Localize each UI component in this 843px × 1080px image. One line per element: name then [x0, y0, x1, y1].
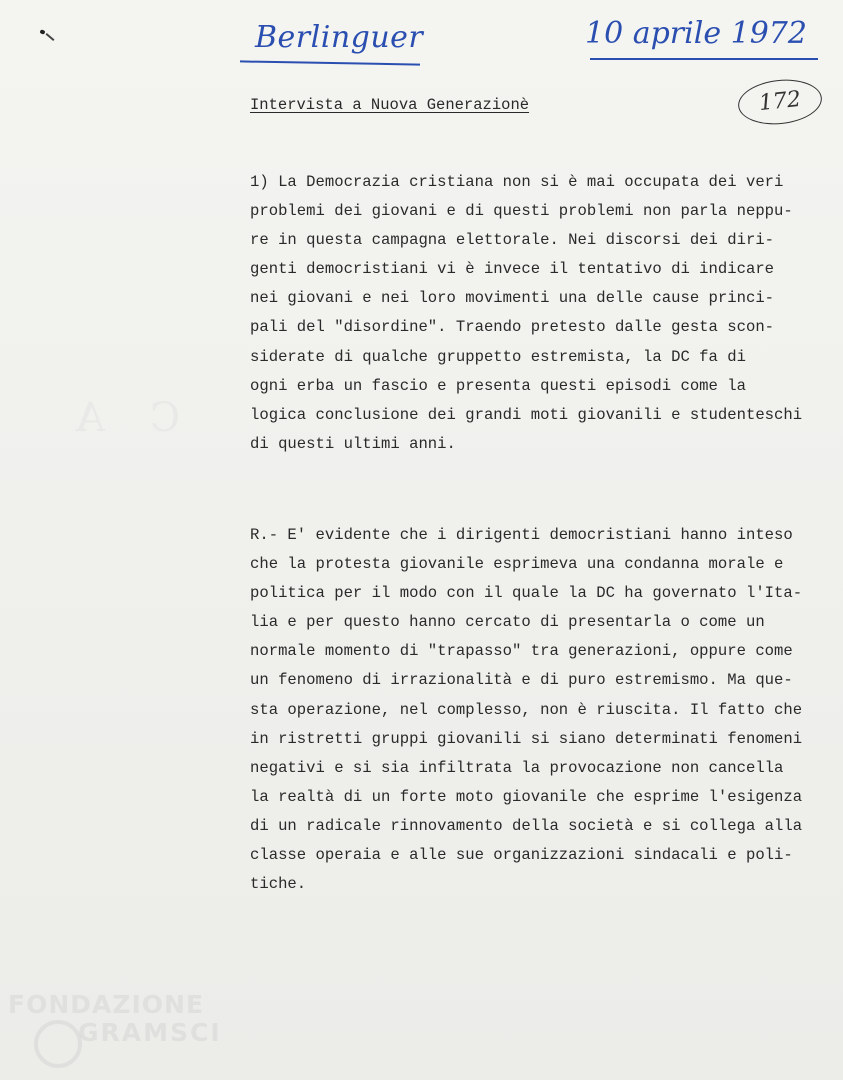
text-line: che la protesta giovanile esprimeva una condanna morale e — [250, 555, 784, 574]
text-line: lia e per questo hanno cercato di presentarla o come un — [250, 613, 765, 632]
text-line: ogni erba un fascio e presenta questi episodi come la — [250, 376, 746, 395]
text-line: 1) La Democrazia cristiana non si è mai occupata dei veri — [250, 173, 784, 191]
document-title: Intervista a Nuova Generazionè — [250, 96, 530, 114]
circled-page-number: 172 — [736, 76, 824, 129]
watermark-logo-icon — [34, 1020, 82, 1068]
handwritten-date-underline — [590, 58, 818, 60]
text-line: pali del "disordine". Traendo pretesto dalle gesta scon- — [250, 318, 775, 337]
text-line: politica per il modo con il quale la DC ha governato l'Ita- — [250, 584, 803, 603]
answer-paragraph — [250, 521, 843, 899]
text-line: sta operazione, nel complesso, non è riuscita. Il fatto che — [250, 700, 803, 719]
watermark-line2: GRAMSCI — [78, 1018, 222, 1047]
ink-speck-tail — [46, 33, 55, 41]
handwritten-author: Berlinguer — [255, 20, 424, 55]
text-line: la realtà di un forte moto giovanile che esprime l'esigenza — [250, 787, 803, 806]
text-line: di questi ultimi anni. — [250, 434, 456, 453]
text-line: nei giovani e nei loro movimenti una delle cause princi- — [250, 289, 775, 308]
watermark-line1: FONDAZIONE — [8, 990, 205, 1019]
bleed-through-shadow: C A — [60, 395, 181, 441]
text-line: un fenomeno di irrazionalità e di puro estremismo. Ma que- — [250, 671, 793, 690]
text-line: logica conclusione dei grandi moti giovanili e studenteschi — [250, 405, 803, 424]
text-line: R.- E' evidente che i dirigenti democristiani hanno inteso — [250, 526, 793, 544]
text-line: negativi e si sia infiltrata la provocazione non cancella — [250, 758, 784, 777]
text-line: tiche. — [250, 875, 307, 894]
text-line: di un radicale rinnovamento della società e si collega alla — [250, 816, 803, 835]
text-line: classe operaia e alle sue organizzazioni sindacali e poli- — [250, 846, 793, 865]
handwritten-author-underline — [240, 60, 420, 65]
text-line: problemi dei giovani e di questi problemi non parla neppu- — [250, 202, 793, 221]
text-line: re in questa campagna elettorale. Nei discorsi dei diri- — [250, 231, 775, 250]
handwritten-date: 10 aprile 1972 — [585, 16, 807, 51]
text-line: siderate di qualche gruppetto estremista, la DC fa di — [250, 347, 746, 366]
text-line: genti democristiani vi è invece il tentativo di indicare — [250, 260, 775, 279]
text-line: normale momento di "trapasso" tra generazioni, oppure come — [250, 642, 793, 661]
text-line: in ristretti gruppi giovanili si siano determinati fenomeni — [250, 729, 803, 748]
question-paragraph — [250, 168, 843, 459]
